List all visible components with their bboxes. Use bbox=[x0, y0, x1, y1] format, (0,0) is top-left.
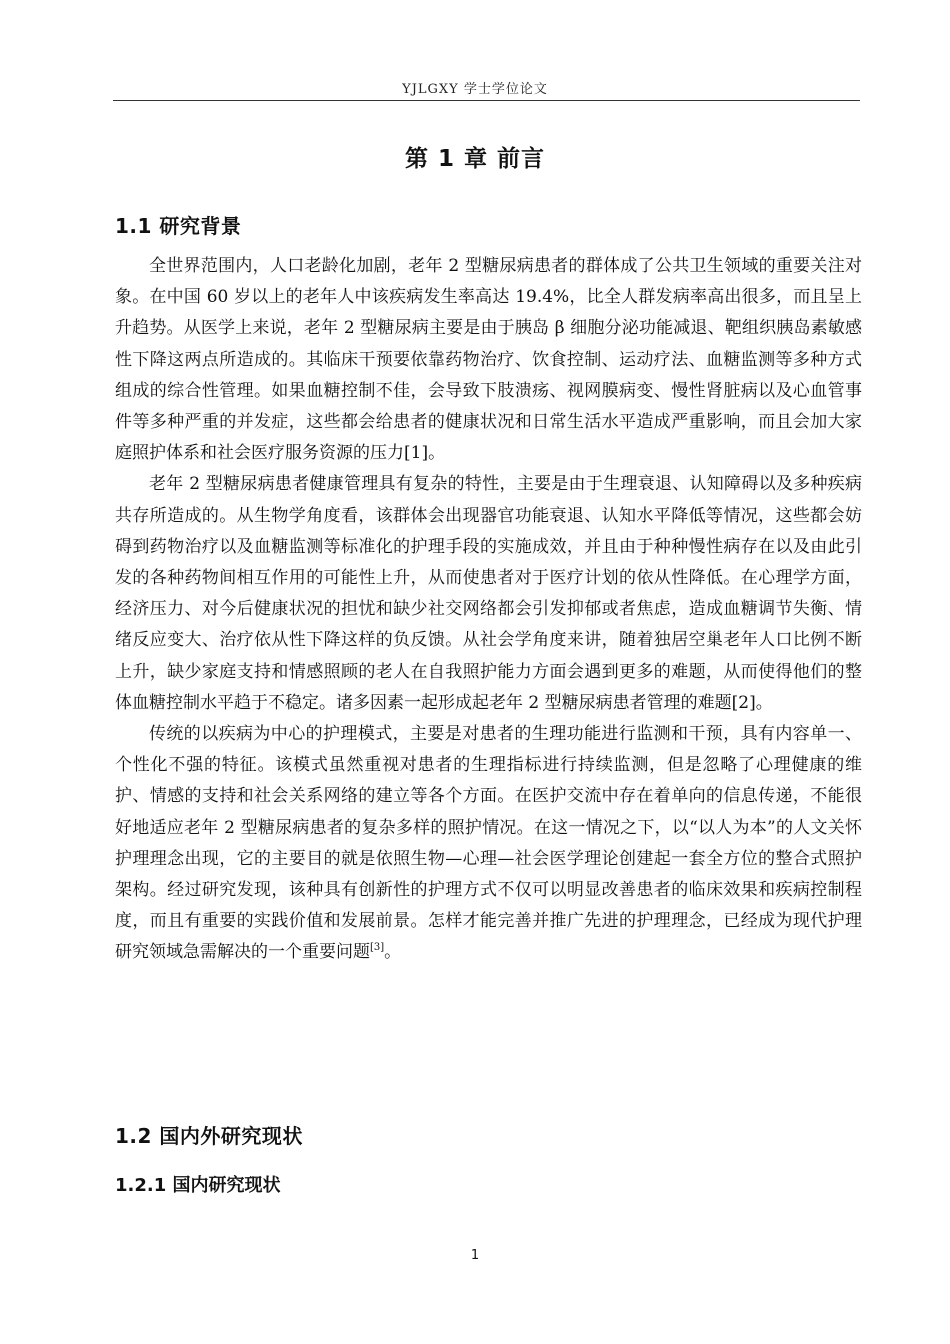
paragraph-end: 。 bbox=[384, 942, 402, 963]
subsection-heading-1-2-1: 1.2.1 国内研究现状 bbox=[115, 1175, 281, 1196]
section-heading-1-1: 1.1 研究背景 bbox=[115, 214, 242, 238]
paragraph-text: 传统的以疾病为中心的护理模式，主要是对患者的生理功能进行监测和干预，具有内容单一、个性化不强的特征。该模式虽然重视对患者的生理指标进行持续监测，但是忽略了心理健康的维护、情感的支持和社会关系网络的建立等各个方面。在医护交流中存在着单向的信息传递，不能很好地适应老年 2 型糖尿病患者的复杂多样的照护情况。在这一情况之下，以“以人为本”的人文关怀护理理念出现，它的主要目的就是依照生物—心理—社会医学理论创建起一套全方位的整合式照护架构。经过研究发现，该种具有创新性的护理方式不仅可以明显改善患者的临床效果和疾病控制程度，而且有重要的实践价值和发展前景。怎样才能完善并推广先进的护理理念，已经成为现代护理研究领域急需解决的一个重要问题 bbox=[115, 724, 862, 963]
running-header: YJLGXY 学士学位论文 bbox=[402, 82, 548, 97]
citation-superscript: [3] bbox=[370, 942, 385, 954]
paragraph: 全世界范围内，人口老龄化加剧，老年 2 型糖尿病患者的群体成了公共卫生领域的重要关注对象。在中国 60 岁以上的老年人中该疾病发生率高达 19.4%，比全人群发病率高出很多，而且呈上升趋势。从医学上来说，老年 2 型糖尿病主要是由于胰岛 β 细胞分泌功能减退、靶组织胰岛素敏感性下降这两点所造成的。其临床干预要依靠药物治疗、饮食控制、运动疗法、血糖监测等多种方式组成的综合性管理。如果血糖控制不佳，会导致下肢溃疡、视网膜病变、慢性肾脏病以及心血管事件等多种严重的并发症，这些都会给患者的健康状况和日常生活水平造成严重影响，而且会加大家庭照护体系和社会医疗服务资源的压力[1]。 bbox=[115, 256, 862, 464]
chapter-title: 第 1 章 前言 bbox=[404, 146, 546, 172]
paragraph bbox=[115, 719, 862, 969]
paragraph: 老年 2 型糖尿病患者健康管理具有复杂的特性，主要是由于生理衰退、认知障碍以及多种疾病共存所造成的。从生物学角度看，该群体会出现器官功能衰退、认知水平降低等情况，这些都会妨碍到药物治疗以及血糖监测等标准化的护理手段的实施成效，并且由于种种慢性病存在以及由此引发的各种药物间相互作用的可能性上升，从而使患者对于医疗计划的依从性降低。在心理学方面，经济压力、对今后健康状况的担忧和缺少社交网络都会引发抑郁或者焦虑，造成血糖调节失衡、情绪反应变大、治疗依从性下降这样的负反馈。从社会学角度来讲，随着独居空巢老年人口比例不断上升，缺少家庭支持和情感照顾的老人在自我照护能力方面会遇到更多的难题，从而使得他们的整体血糖控制水平趋于不稳定。诸多因素一起形成起老年 2 型糖尿病患者管理的难题[2]。 bbox=[115, 474, 862, 713]
page-number: 1 bbox=[470, 1248, 480, 1263]
body-text bbox=[115, 251, 862, 969]
section-heading-1-2: 1.2 国内外研究现状 bbox=[115, 1124, 303, 1148]
header-divider bbox=[113, 100, 860, 101]
